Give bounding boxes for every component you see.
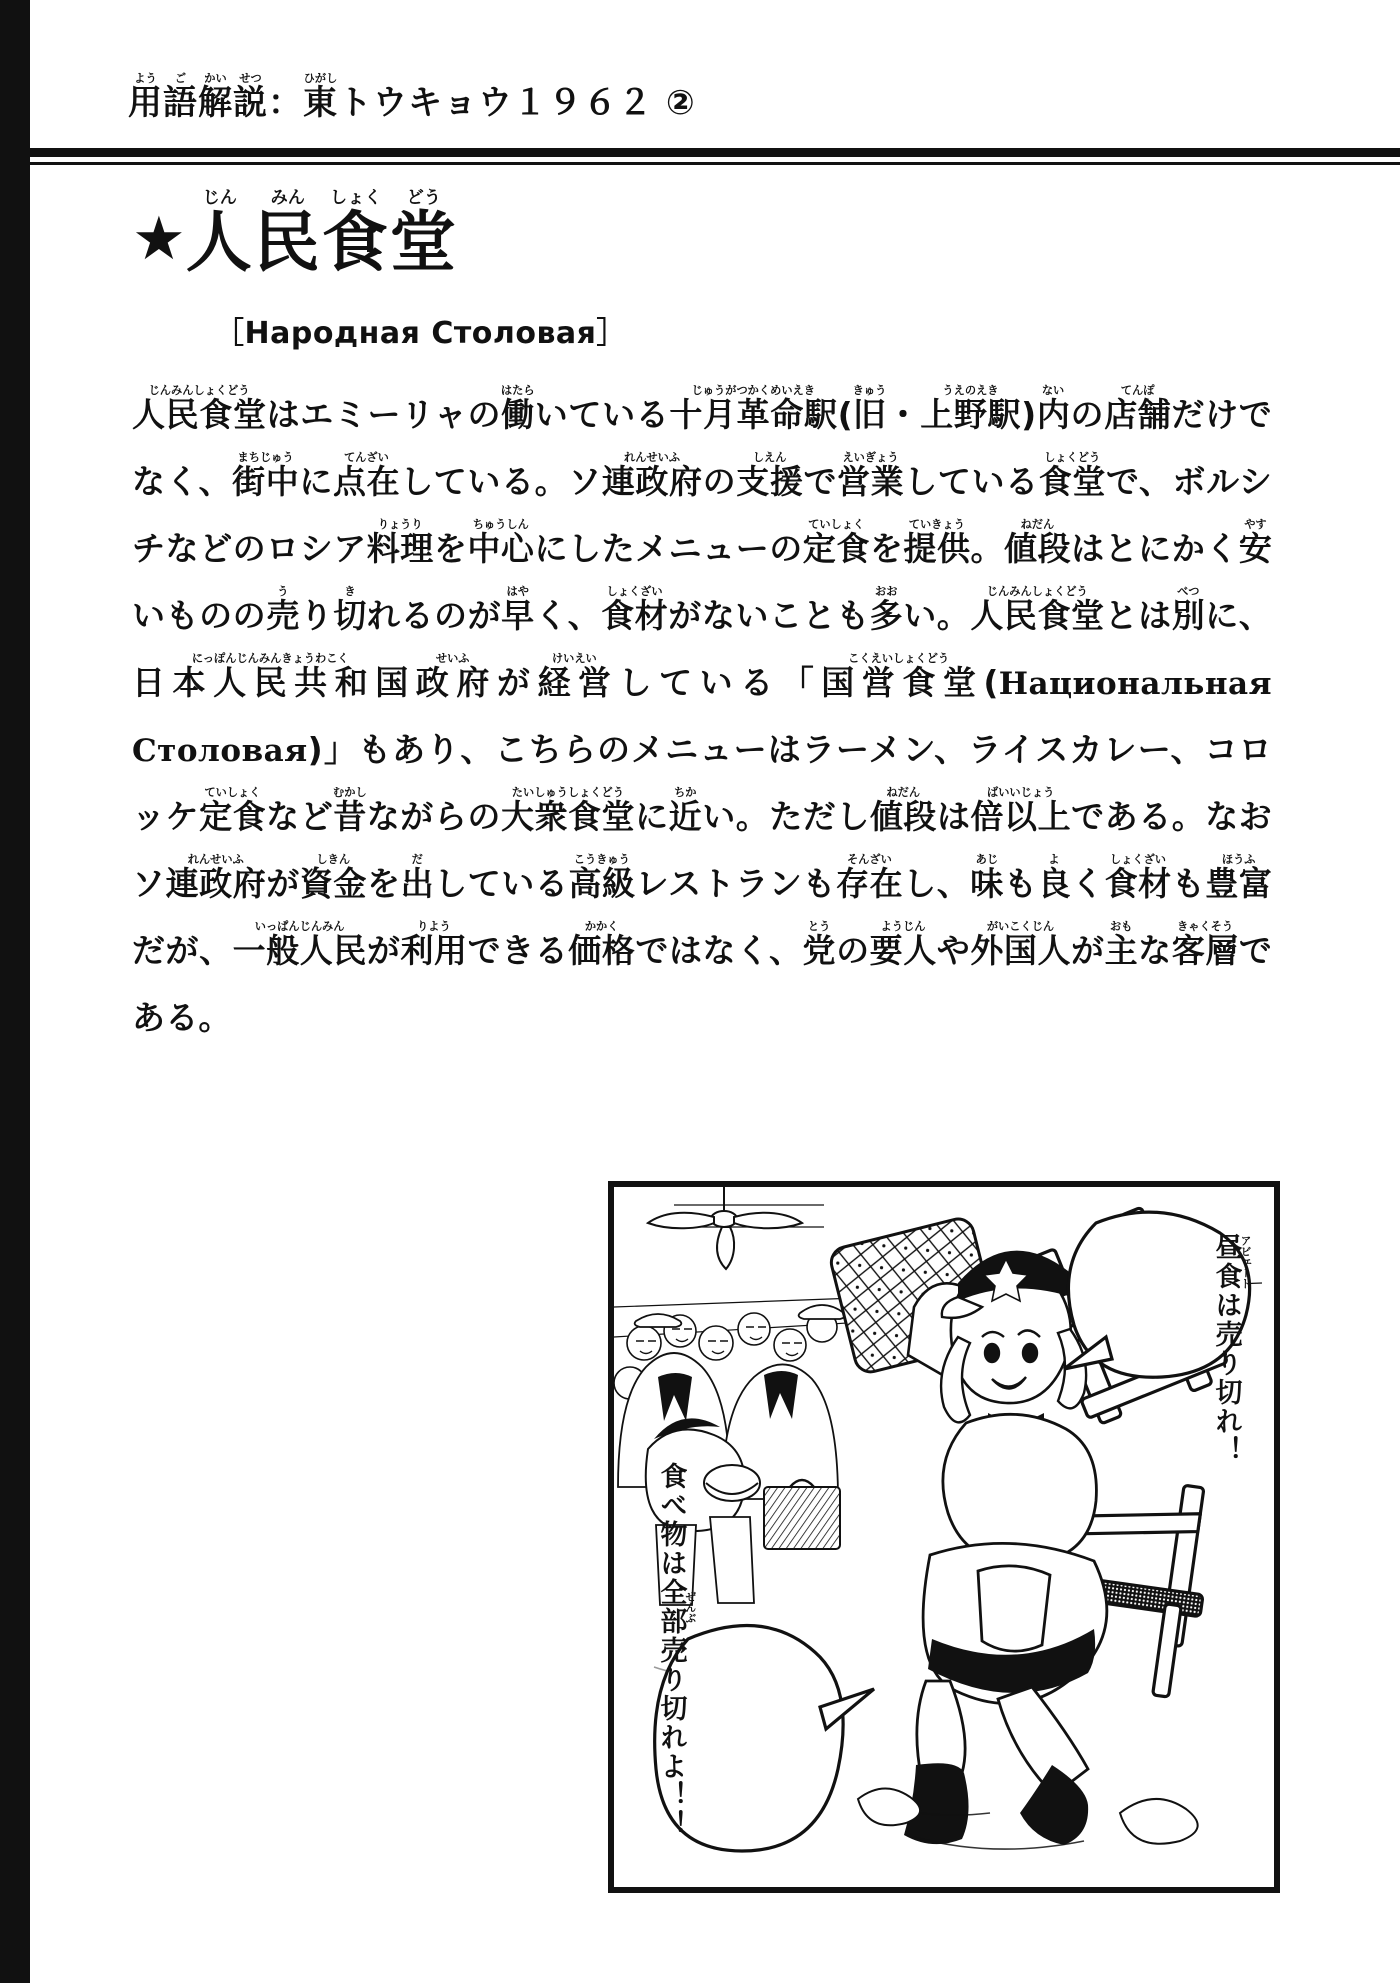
- speech-balloon-top: 昼食アビェートは売り切れ！: [1210, 1233, 1253, 1465]
- header-title-rest: トウキョウ１９６２ ②: [338, 83, 696, 123]
- page-left-margin-bar: [0, 0, 30, 1983]
- header-rule-thin: [0, 162, 1400, 165]
- manga-panel-artwork: [614, 1187, 1262, 1875]
- speech-balloon-bottom: 食べ物は全部ぜんぶ売り切れよ！！: [655, 1462, 698, 1839]
- star-icon: ★: [132, 204, 186, 274]
- page-header-title: 用よう語ご解かい説せつ：東ひがしトウキョウ１９６２ ②: [128, 72, 696, 123]
- manga-panel: [608, 1181, 1280, 1893]
- header-rule-thick: [0, 148, 1400, 157]
- body-paragraph: 人民食堂じんみんしょくどうはエミーリャの働はたらいている十月革命駅じゅうがつかくめいえき(旧きゅう・上野駅うえのえき)内ないの店舗てんぽだけでなく、街中まちじゅうに点在てんざいしている。ソ連政府れんせいふの支援しえんで営業えいぎょうしている食堂しょくどうで、ボルシチなどのロシア料理りょうりを中心ちゅうしんにしたメニューの定食ていしょくを提供ていきょう。値段ねだんはとにかく安やすいものの売うり切きれるのが早はやく、食材しょくざいがないことも多おおい。人民食堂じんみんしょくどうとは別べつに、日本人民共和国にっぽんじんみんきょうわこく政府せいふが経営けいえいしている「国営食堂こくえいしょくどう(Национальная Столовая)」もあり、こちらのメニューはラーメン、ライスカレー、コロッケ定食ていしょくなど昔むかしながらの大衆食堂たいしゅうしょくどうに近ちかい。ただし値段ねだんは倍以上ばいいじょうである。なおソ連政府れんせいふが資金しきんを出だしている高級こうきゅうレストランも存在そんざいし、味あじも良よく食材しょくざいも豊富ほうふだが、一般人民いっぱんじんみんが利用りようできる価格かかくではなく、党とうの要人ようじんや外国人がいこくじんが主おもな客層きゃくそうである。: [132, 384, 1273, 1037]
- section-subheading: ［Народная Столовая］: [214, 316, 627, 351]
- section-heading: ★人じん民みん食しょく堂どう: [132, 188, 458, 281]
